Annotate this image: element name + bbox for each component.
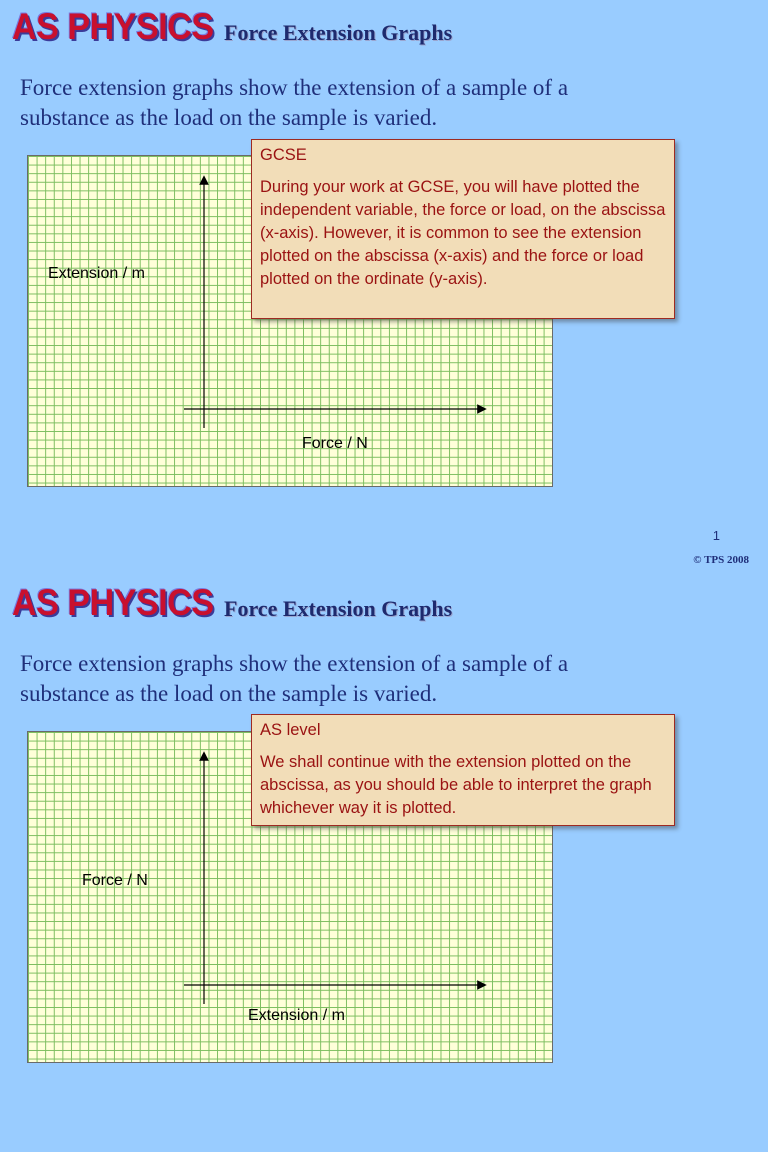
callout-heading: GCSE bbox=[260, 146, 307, 164]
copyright: © TPS 2008 bbox=[693, 554, 749, 566]
intro-text: Force extension graphs show the extension of a sample of a substance as the load on the sample is varied. bbox=[20, 651, 569, 706]
y-axis-label: Extension / m bbox=[48, 265, 145, 282]
y-axis-label: Force / N bbox=[82, 872, 148, 889]
slide-number: 1 bbox=[712, 528, 720, 543]
callout-heading: AS level bbox=[260, 721, 321, 739]
intro-text: Force extension graphs show the extension of a sample of a substance as the load on the sample is varied. bbox=[20, 75, 569, 130]
x-axis-label: Force / N bbox=[302, 435, 368, 452]
slide-2 bbox=[0, 576, 768, 1152]
callout-body: During your work at GCSE, you will have plotted the independent variable, the force or load, on the abscissa (x-axis). However, it is common to see the extension plotted on the abscissa (x-axis) and the force or load plotted on the ordinate (y-axis). bbox=[260, 178, 666, 288]
slide-title: Force Extension Graphs bbox=[224, 20, 453, 45]
slide-title: Force Extension Graphs bbox=[224, 596, 453, 621]
callout-body: We shall continue with the extension plotted on the abscissa, as you should be able to interpret the graph whichever way it is plotted. bbox=[260, 753, 652, 817]
x-axis-label: Extension / m bbox=[248, 1007, 345, 1024]
gcse-callout bbox=[251, 139, 675, 319]
as-level-callout bbox=[251, 714, 675, 826]
as-physics-logo: AS PHYSICS bbox=[12, 6, 214, 47]
as-physics-logo: AS PHYSICS bbox=[12, 582, 214, 623]
